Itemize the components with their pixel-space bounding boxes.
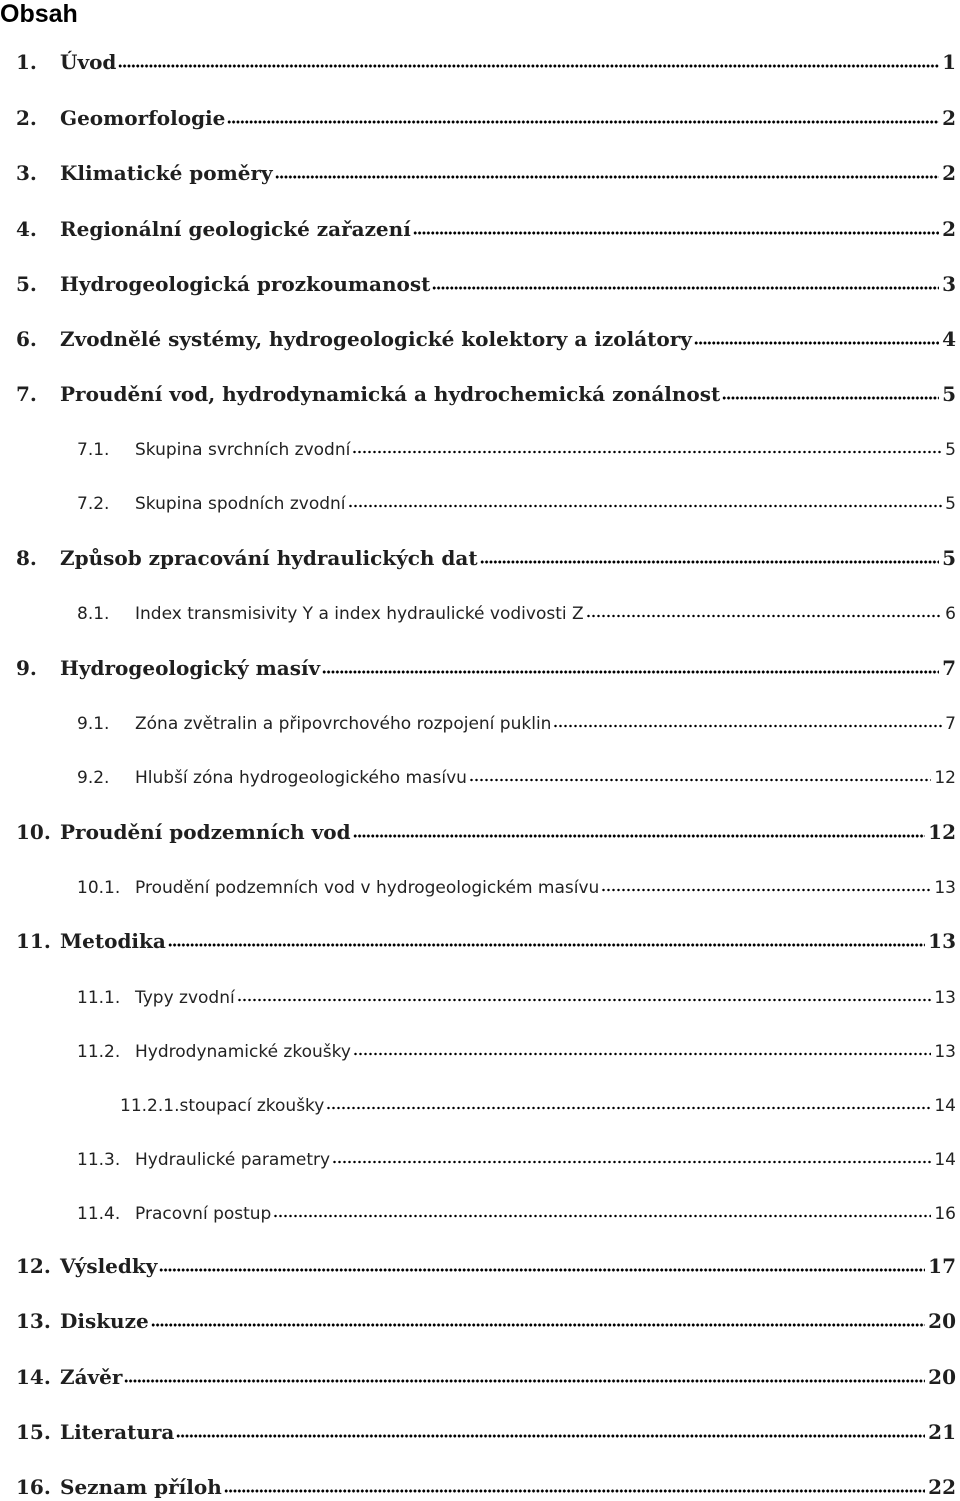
toc-entry-number: 10. xyxy=(16,820,51,844)
toc-entry-title: Metodika xyxy=(60,929,166,953)
toc-entry-page: 5 xyxy=(942,382,956,406)
dot-leader xyxy=(601,888,931,892)
toc-entry[interactable] xyxy=(0,804,960,844)
toc-entry-page: 2 xyxy=(942,106,956,130)
toc-entry-page: 14 xyxy=(934,1150,956,1170)
dot-leader xyxy=(227,120,939,124)
toc-entry-title: Úvod xyxy=(60,50,117,74)
toc-entry-title: Způsob zpracování hydraulických dat xyxy=(60,546,478,570)
toc-entry-page: 2 xyxy=(942,161,956,185)
toc-entry-title: Literatura xyxy=(60,1420,175,1444)
toc-entry[interactable] xyxy=(0,1349,960,1389)
toc-entry-page: 5 xyxy=(945,440,956,460)
toc-entry-page: 22 xyxy=(928,1475,956,1499)
toc-entry-number: 11.3. xyxy=(77,1150,121,1170)
toc-entry-title: Závěr xyxy=(60,1365,123,1389)
toc-entry-number: 11.2.1. xyxy=(120,1096,180,1116)
dot-leader xyxy=(151,1323,925,1327)
dot-leader xyxy=(275,175,939,179)
toc-entry-title: Hydrogeologická prozkoumanost xyxy=(60,272,431,296)
toc-entry-page: 5 xyxy=(945,494,956,514)
toc-entry-page: 13 xyxy=(934,988,956,1008)
toc-entry-page: 13 xyxy=(928,929,956,953)
toc-entry-number: 16. xyxy=(16,1475,51,1499)
toc-entry[interactable] xyxy=(0,34,960,74)
toc-entry-number: 9.2. xyxy=(77,768,110,788)
toc-entry[interactable] xyxy=(0,968,960,1008)
toc-entry-title: Skupina svrchních zvodní xyxy=(135,440,351,460)
toc-entry-page: 3 xyxy=(942,272,956,296)
dot-leader xyxy=(432,286,939,290)
dot-leader xyxy=(322,670,939,674)
dot-leader xyxy=(722,396,939,400)
toc-entry-number: 12. xyxy=(16,1254,51,1278)
toc-entry-page: 20 xyxy=(928,1309,956,1333)
toc-entry[interactable] xyxy=(0,1293,960,1333)
toc-entry-title: Výsledky xyxy=(60,1254,158,1278)
toc-entry-title: Hydrodynamické zkoušky xyxy=(135,1042,351,1062)
toc-entry[interactable] xyxy=(0,420,960,460)
dot-leader xyxy=(273,1214,931,1218)
dot-leader xyxy=(124,1379,925,1383)
toc-entry[interactable] xyxy=(0,913,960,953)
toc-entry-number: 11. xyxy=(16,929,51,953)
dot-leader xyxy=(168,943,925,947)
toc-entry-title: Skupina spodních zvodní xyxy=(135,494,346,514)
toc-entry-number: 2. xyxy=(16,106,37,130)
toc-entry-number: 7.1. xyxy=(77,440,110,460)
toc-entry[interactable] xyxy=(0,1076,960,1116)
page-title: Obsah xyxy=(0,0,78,28)
toc-entry[interactable] xyxy=(0,311,960,351)
toc-entry-title: Hydraulické parametry xyxy=(135,1150,331,1170)
toc-entry[interactable] xyxy=(0,201,960,241)
dot-leader xyxy=(353,1052,931,1056)
toc-entry-number: 9. xyxy=(16,656,37,680)
toc-entry[interactable] xyxy=(0,530,960,570)
toc-entry[interactable] xyxy=(0,1184,960,1224)
toc-entry[interactable] xyxy=(0,748,960,788)
toc-entry-page: 13 xyxy=(934,878,956,898)
toc-entry-title: Hydrogeologický masív xyxy=(60,656,321,680)
toc-entry-title: Zóna zvětralin a připovrchového rozpojení puklin xyxy=(135,714,552,734)
dot-leader xyxy=(353,834,926,838)
toc-entry[interactable] xyxy=(0,474,960,514)
toc-entry-number: 3. xyxy=(16,161,37,185)
toc-entry-page: 12 xyxy=(928,820,956,844)
toc-entry-page: 14 xyxy=(934,1096,956,1116)
toc-entry[interactable] xyxy=(0,90,960,130)
toc-entry-page: 17 xyxy=(928,1254,956,1278)
toc-entry-page: 6 xyxy=(945,604,956,624)
dot-leader xyxy=(413,231,939,235)
toc-entry-number: 9.1. xyxy=(77,714,110,734)
toc-entry-page: 4 xyxy=(942,327,956,351)
dot-leader xyxy=(586,614,943,618)
dot-leader xyxy=(352,450,942,454)
toc-entry-page: 16 xyxy=(934,1204,956,1224)
toc-entry-title: Hlubší zóna hydrogeologického masívu xyxy=(135,768,467,788)
toc-entry-title: Proudění vod, hydrodynamická a hydrochemická zonálnost xyxy=(60,382,721,406)
toc-entry-number: 5. xyxy=(16,272,37,296)
toc-entry-title: Pracovní postup xyxy=(135,1204,272,1224)
dot-leader xyxy=(224,1489,925,1493)
toc-entry-number: 7.2. xyxy=(77,494,110,514)
toc-entry[interactable] xyxy=(0,366,960,406)
dot-leader xyxy=(553,724,942,728)
toc-entry-title: Typy zvodní xyxy=(135,988,235,1008)
toc-entry[interactable] xyxy=(0,1404,960,1444)
toc-entry-page: 21 xyxy=(928,1420,956,1444)
toc-entry[interactable] xyxy=(0,1459,960,1499)
toc-entry-title: Klimatické poměry xyxy=(60,161,273,185)
toc-entry-number: 4. xyxy=(16,217,37,241)
toc-entry[interactable] xyxy=(0,1238,960,1278)
dot-leader xyxy=(332,1160,931,1164)
toc-entry-title: Geomorfologie xyxy=(60,106,226,130)
toc-entry[interactable] xyxy=(0,640,960,680)
toc-entry-page: 1 xyxy=(942,50,956,74)
toc-entry[interactable] xyxy=(0,858,960,898)
dot-leader xyxy=(348,504,943,508)
toc-entry-number: 11.1. xyxy=(77,988,121,1008)
toc-entry-title: Regionální geologické zařazení xyxy=(60,217,411,241)
dot-leader xyxy=(237,998,932,1002)
toc-entry-title: Zvodnělé systémy, hydrogeologické kolektory a izolátory xyxy=(60,327,692,351)
toc-entry-number: 7. xyxy=(16,382,37,406)
toc-entry-number: 11.2. xyxy=(77,1042,121,1062)
toc-entry[interactable] xyxy=(0,145,960,185)
toc-entry-title: Index transmisivity Y a index hydraulické vodivosti Z xyxy=(135,604,584,624)
toc-entry-number: 13. xyxy=(16,1309,51,1333)
dot-leader xyxy=(176,1434,925,1438)
dot-leader xyxy=(326,1106,931,1110)
toc-entry[interactable] xyxy=(0,256,960,296)
toc-entry-page: 5 xyxy=(942,546,956,570)
dot-leader xyxy=(480,560,939,564)
dot-leader xyxy=(694,341,939,345)
toc-entry-title: Proudění podzemních vod v hydrogeologickém masívu xyxy=(135,878,600,898)
toc-entry-page: 7 xyxy=(942,656,956,680)
toc-entry-number: 6. xyxy=(16,327,37,351)
toc-entry[interactable] xyxy=(0,584,960,624)
toc-entry-title: Seznam příloh xyxy=(60,1475,222,1499)
toc-entry-number: 1. xyxy=(16,50,37,74)
dot-leader xyxy=(159,1268,925,1272)
toc-entry-title: stoupací zkoušky xyxy=(179,1096,325,1116)
toc-entry-number: 14. xyxy=(16,1365,51,1389)
toc-entry-number: 11.4. xyxy=(77,1204,121,1224)
toc-entry-number: 10.1. xyxy=(77,878,121,898)
toc-entry-number: 8. xyxy=(16,546,37,570)
toc-entry-title: Proudění podzemních vod xyxy=(60,820,351,844)
toc-entry-page: 7 xyxy=(945,714,956,734)
dot-leader xyxy=(469,778,931,782)
toc-entry-page: 12 xyxy=(934,768,956,788)
toc-entry[interactable] xyxy=(0,1130,960,1170)
toc-entry-page: 20 xyxy=(928,1365,956,1389)
toc-entry-title: Diskuze xyxy=(60,1309,149,1333)
toc-entry-page: 13 xyxy=(934,1042,956,1062)
dot-leader xyxy=(118,64,939,68)
toc-entry-number: 8.1. xyxy=(77,604,110,624)
toc-entry[interactable] xyxy=(0,1022,960,1062)
toc-entry-page: 2 xyxy=(942,217,956,241)
toc-entry[interactable] xyxy=(0,694,960,734)
toc-entry-number: 15. xyxy=(16,1420,51,1444)
